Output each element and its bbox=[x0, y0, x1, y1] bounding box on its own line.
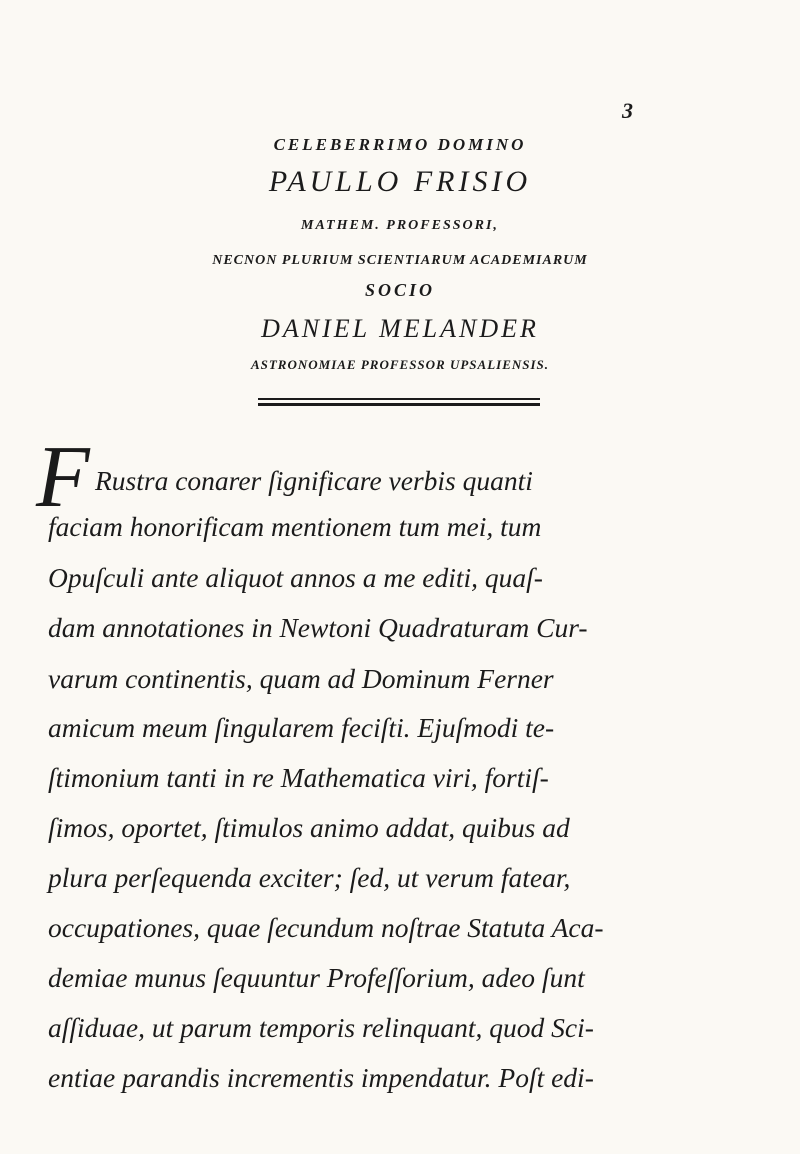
letter-line: ſtimonium tanti in re Mathematica viri, fortiſ- bbox=[48, 762, 549, 793]
letter-line: entiae parandis incrementis impendatur. Poſt edi- bbox=[48, 1062, 594, 1093]
letter-line: plura perſequenda exciter; ſed, ut verum fatear, bbox=[48, 862, 571, 893]
letter-line: occupationes, quae ſecundum noſtrae Statuta Aca- bbox=[48, 912, 604, 943]
dedication-academies: NECNON PLURIUM SCIENTIARUM ACADEMIARUM bbox=[212, 253, 588, 268]
letter-line: aſſiduae, ut parum temporis relinquant, quod Sci- bbox=[48, 1012, 594, 1043]
letter-line: faciam honorificam mentionem tum mei, tum bbox=[48, 511, 542, 542]
letter-line: Rustra conarer ſignificare verbis quanti bbox=[95, 465, 533, 496]
dedication-author-name: DANIEL MELANDER bbox=[261, 314, 539, 343]
letter-line: Opuſculi ante aliquot annos a me editi, quaſ- bbox=[48, 562, 543, 593]
letter-line: ſimos, oportet, ſtimulos animo addat, quibus ad bbox=[48, 812, 570, 843]
dedication-recipient-title: MATHEM. PROFESSORI, bbox=[301, 218, 499, 233]
page-number: 3 bbox=[622, 98, 633, 123]
letter-line: dam annotationes in Newtoni Quadraturam Cur- bbox=[48, 612, 588, 643]
letter-line: varum continentis, quam ad Dominum Ferner bbox=[48, 663, 554, 694]
divider-rule bbox=[258, 403, 540, 406]
dedication-author-title: ASTRONOMIAE PROFESSOR UPSALIENSIS. bbox=[250, 357, 550, 372]
divider-rule bbox=[258, 398, 540, 400]
letter-line: amicum meum ſingularem feciſti. Ejuſmodi te- bbox=[48, 712, 555, 743]
dedication-salutation: CELEBERRIMO DOMINO bbox=[273, 135, 527, 154]
letter-line: demiae munus ſequuntur Profeſſorium, adeo ſunt bbox=[48, 962, 585, 993]
dedication-socio: SOCIO bbox=[364, 280, 436, 300]
drop-cap: F bbox=[36, 429, 90, 526]
dedication-recipient-name: PAULLO FRISIO bbox=[268, 165, 532, 198]
